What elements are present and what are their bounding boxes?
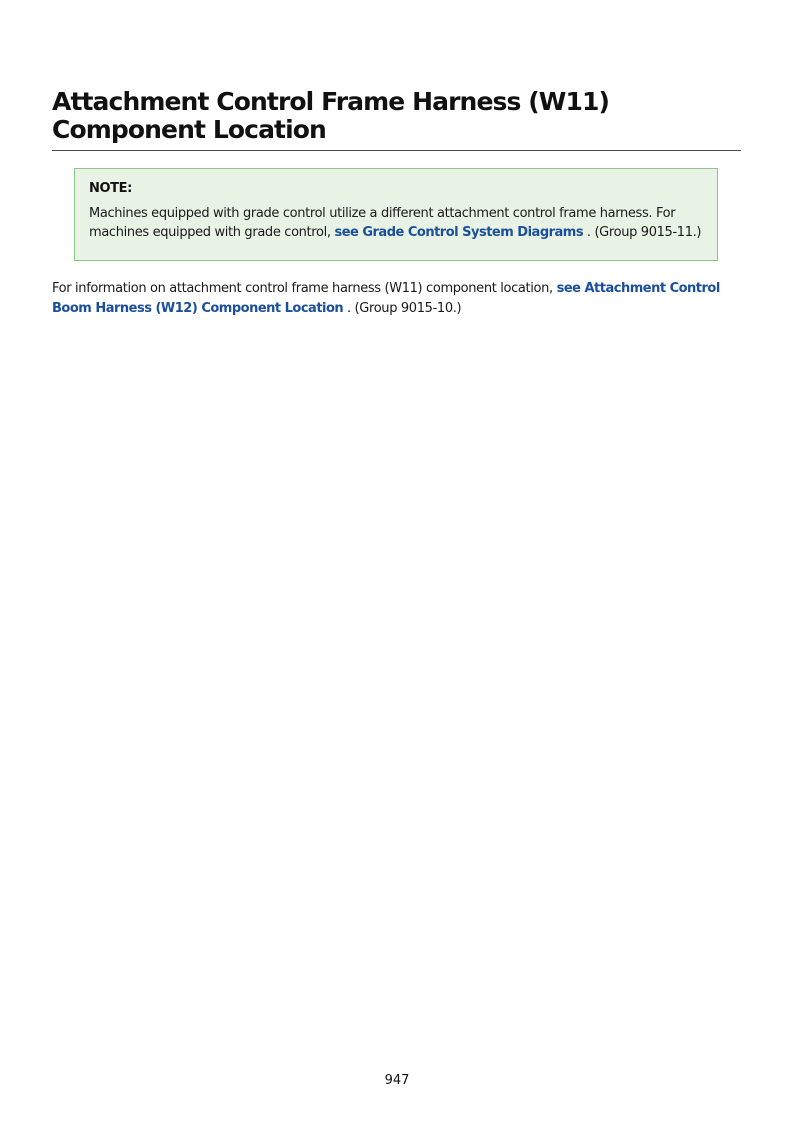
body-text-after-link: . (Group 9015-10.) xyxy=(343,300,462,316)
page-number: 947 xyxy=(384,1073,410,1088)
grade-control-system-diagrams-link[interactable]: see Grade Control System Diagrams xyxy=(334,225,584,240)
note-text-before-link: Machines equipped with grade control utilize a different attachment control frame harness. For machines equipped with grade control, xyxy=(89,206,676,240)
note-heading: NOTE: xyxy=(89,181,132,196)
note-text-after-link: . (Group 9015-11.) xyxy=(583,225,702,240)
page-title: Attachment Control Frame Harness (W11) Component Location xyxy=(52,87,609,144)
note-box xyxy=(74,168,718,261)
body-text-before-link: For information on attachment control frame harness (W11) component location, xyxy=(52,281,557,296)
boom-harness-component-location-link[interactable]: see Attachment Control Boom Harness (W12) Component Location xyxy=(52,281,720,316)
body-paragraph xyxy=(52,279,742,318)
note-text xyxy=(89,204,703,242)
title-divider xyxy=(52,150,741,151)
